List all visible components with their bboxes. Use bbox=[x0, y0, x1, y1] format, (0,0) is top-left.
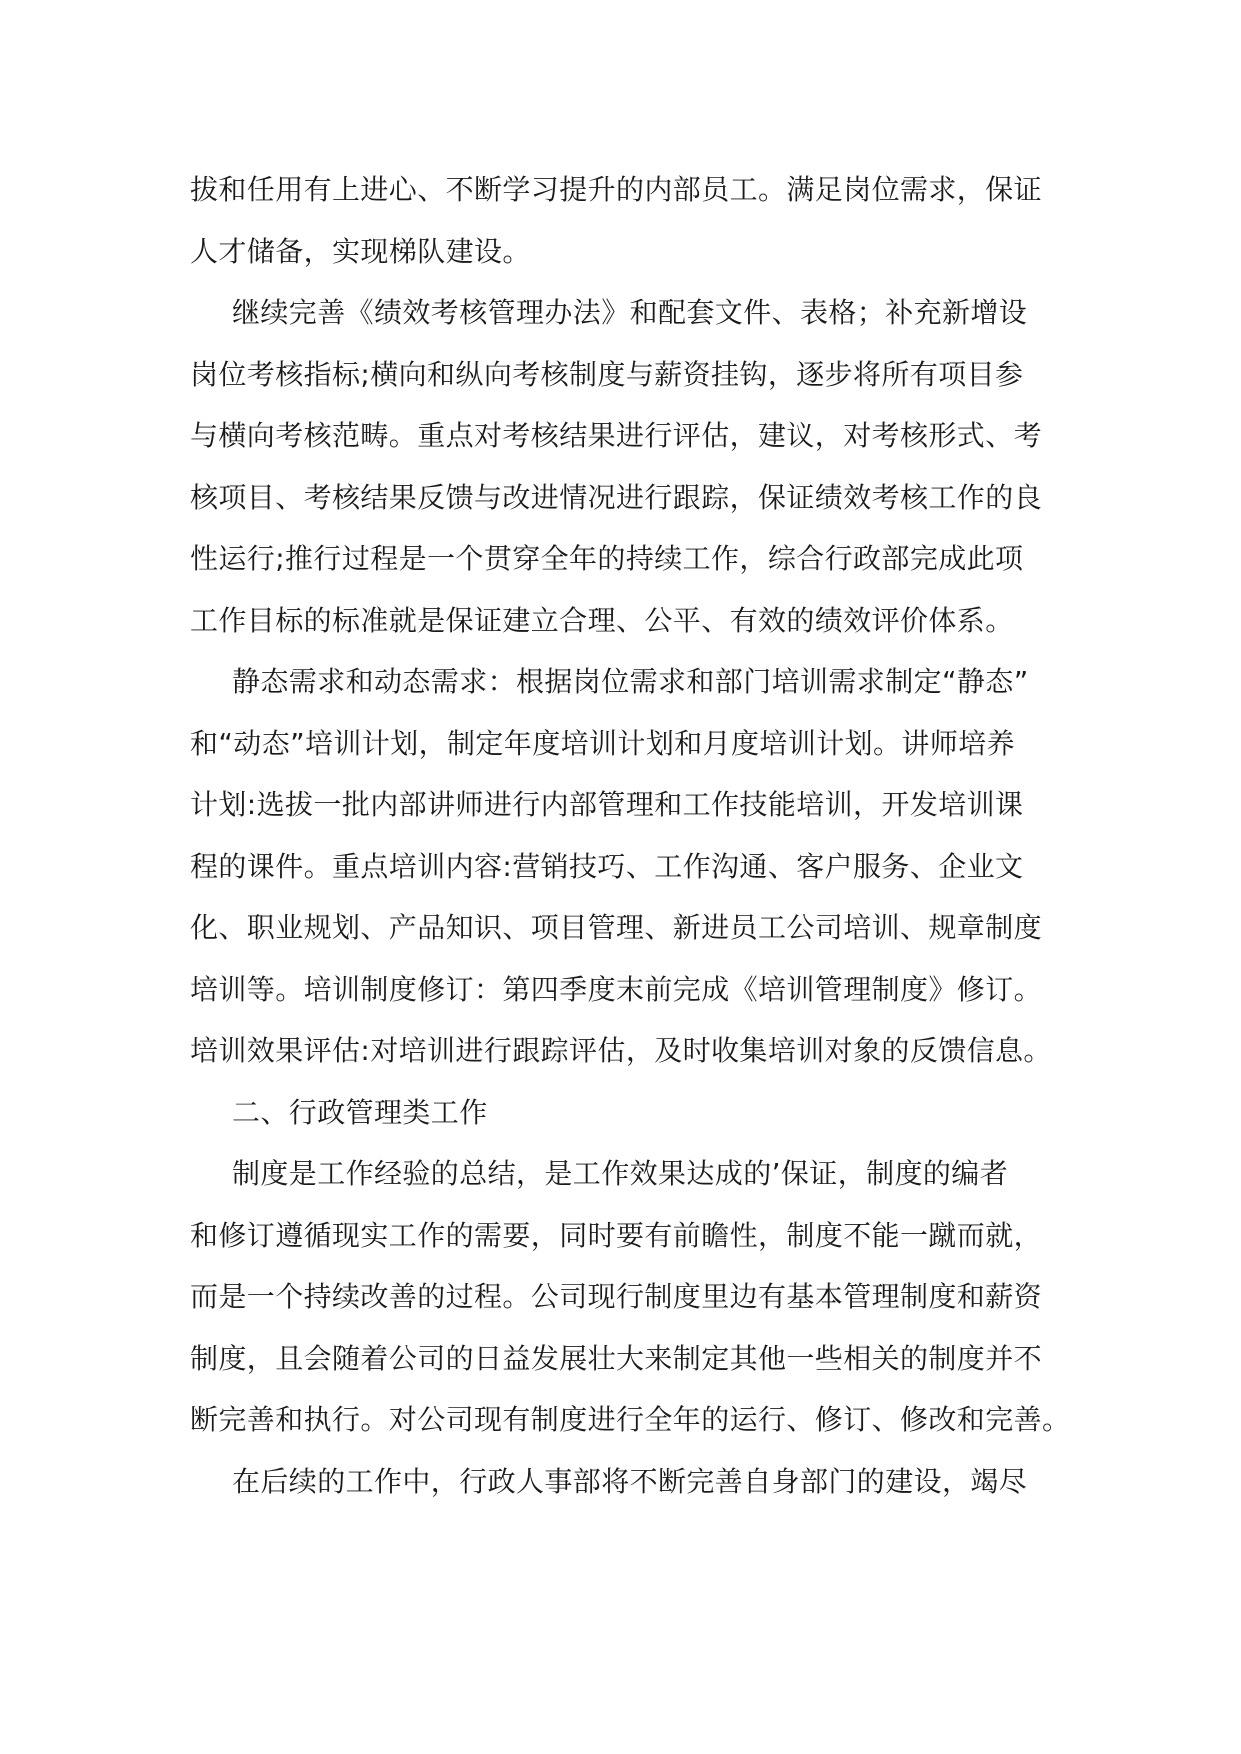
paragraph-line: 性运行;推行过程是一个贯穿全年的持续工作，综合行政部完成此项 bbox=[190, 542, 1024, 575]
paragraph-line: 和修订遵循现实工作的需要，同时要有前瞻性，制度不能一蹴而就， bbox=[190, 1218, 1043, 1252]
paragraph-line: 培训效果评估:对培训进行跟踪评估，及时收集培训对象的反馈信息。 bbox=[190, 1034, 1052, 1067]
paragraph-line: 和“动态”培训计划，制定年度培训计划和月度培训计划。讲师培养 bbox=[190, 726, 1016, 760]
paragraph-line: 岗位考核指标;横向和纵向考核制度与薪资挂钩，逐步将所有项目参 bbox=[190, 357, 1024, 391]
paragraph-first-line: 静态需求和动态需求：根据岗位需求和部门培训需求制定“静态” bbox=[232, 665, 1029, 698]
paragraph-line: 而是一个持续改善的过程。公司现行制度里边有基本管理制度和薪资 bbox=[190, 1280, 1043, 1313]
paragraph-first-line: 在后续的工作中，行政人事部将不断完善自身部门的建设，竭尽 bbox=[232, 1464, 1028, 1498]
paragraph-line: 程的课件。重点培训内容:营销技巧、工作沟通、客户服务、企业文 bbox=[190, 849, 1024, 883]
paragraph-first-line: 继续完善《绩效考核管理办法》和配套文件、表格；补充新增设 bbox=[232, 296, 1028, 329]
paragraph-line: 人才储备，实现梯队建设。 bbox=[190, 234, 531, 268]
paragraph-line: 核项目、考核结果反馈与改进情况进行跟踪，保证绩效考核工作的良 bbox=[190, 480, 1043, 514]
paragraph-line: 计划:选拔一批内部讲师进行内部管理和工作技能培训，开发培训课 bbox=[190, 788, 1024, 821]
paragraph-line: 拔和任用有上进心、不断学习提升的内部员工。满足岗位需求，保证 bbox=[190, 173, 1043, 206]
paragraph-first-line: 二、行政管理类工作 bbox=[232, 1095, 488, 1129]
paragraph-line: 与横向考核范畴。重点对考核结果进行评估，建议，对考核形式、考 bbox=[190, 419, 1043, 452]
paragraph-first-line: 制度是工作经验的总结，是工作效果达成的’保证，制度的编者 bbox=[232, 1157, 1009, 1190]
paragraph-line: 工作目标的标准就是保证建立合理、公平、有效的绩效评价体系。 bbox=[190, 603, 1014, 637]
paragraph-line: 制度，且会随着公司的日益发展壮大来制定其他一些相关的制度并不 bbox=[190, 1341, 1043, 1375]
paragraph-line: 断完善和执行。对公司现有制度进行全年的运行、修订、修改和完善。 bbox=[190, 1403, 1071, 1436]
paragraph-line: 化、职业规划、产品知识、项目管理、新进员工公司培训、规章制度 bbox=[190, 911, 1043, 944]
document-body bbox=[190, 159, 1071, 1512]
paragraph-line: 培训等。培训制度修订：第四季度末前完成《培训管理制度》修订。 bbox=[190, 972, 1043, 1006]
